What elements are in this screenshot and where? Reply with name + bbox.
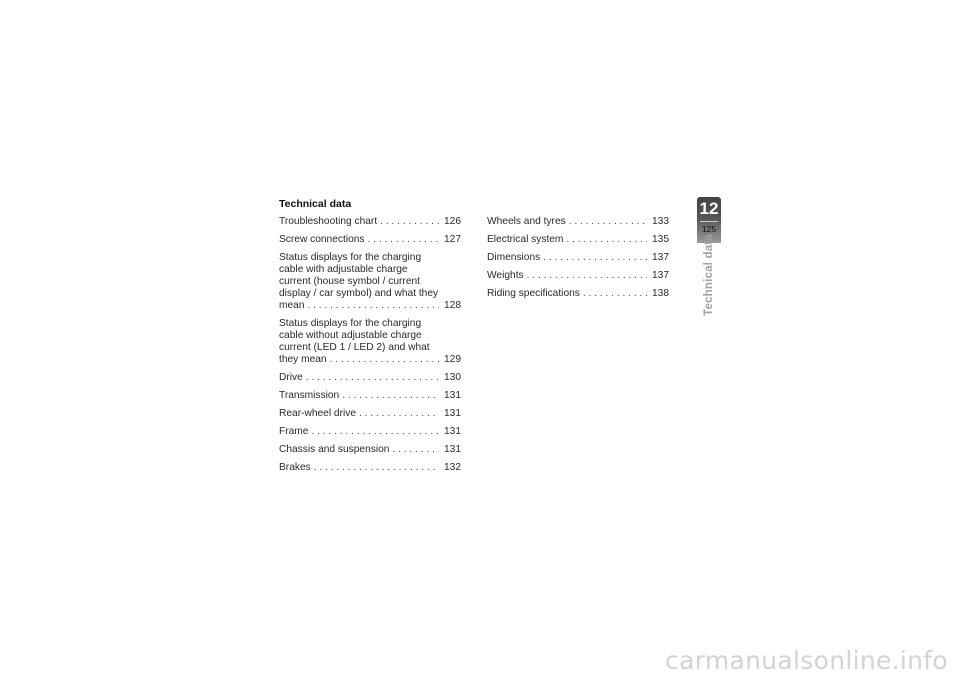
toc-entry-page: 137 <box>652 252 669 263</box>
toc-entry-title-line: current (house symbol / current <box>279 276 420 287</box>
toc-entry-page: 131 <box>444 408 461 419</box>
toc-entry[interactable] <box>279 408 461 420</box>
toc-entry[interactable] <box>279 252 461 312</box>
toc-entry-title-line: Chassis and suspension <box>279 444 390 455</box>
page-number: 125 <box>701 224 717 234</box>
chapter-number: 12 <box>699 199 719 218</box>
toc-entry-page: 138 <box>652 288 669 299</box>
toc-entry-page: 131 <box>444 426 461 437</box>
toc-entry-page: 129 <box>444 354 461 365</box>
dot-leader <box>368 234 439 246</box>
dot-leader <box>314 462 439 474</box>
toc-entry-title-line: Rear-wheel drive <box>279 408 357 419</box>
toc-entry-page: 128 <box>444 300 461 311</box>
toc-entry-title-line: Electrical system <box>487 234 564 245</box>
toc-entry[interactable] <box>279 234 461 246</box>
toc-entry[interactable] <box>279 318 461 366</box>
dot-leader <box>543 252 647 264</box>
toc-entry-page: 130 <box>444 372 461 383</box>
toc-entry-title-line: Screw connections <box>279 234 365 245</box>
chapter-tab-divider <box>700 221 718 222</box>
dot-leader <box>569 216 647 228</box>
toc-entry-title-line: Wheels and tyres <box>487 216 566 227</box>
toc-entry[interactable] <box>487 234 669 246</box>
toc-entry[interactable] <box>487 270 669 282</box>
dot-leader <box>306 372 439 384</box>
toc-entry-title-line: they mean <box>279 354 327 365</box>
toc-entry-title-line: Frame <box>279 426 309 437</box>
toc-entry[interactable] <box>279 390 461 402</box>
toc-entry-title-line: mean <box>279 300 305 311</box>
dot-leader <box>330 354 439 366</box>
toc-entry[interactable] <box>279 216 461 228</box>
toc-entry[interactable] <box>487 216 669 228</box>
toc-entry-title-line: display / car symbol) and what they <box>279 288 439 299</box>
toc-entry[interactable] <box>279 462 461 474</box>
toc-entry-page: 132 <box>444 462 461 473</box>
toc-entry-title-line: Drive <box>279 372 303 383</box>
toc-entry-title-line: Brakes <box>279 462 311 473</box>
dot-leader <box>342 390 439 402</box>
dot-leader <box>359 408 439 420</box>
toc-entry-title-line: current (LED 1 / LED 2) and what <box>279 342 430 353</box>
toc-entry-page: 131 <box>444 444 461 455</box>
toc-entry[interactable] <box>279 444 461 456</box>
watermark: carmanualsonline.info <box>665 646 948 675</box>
toc-entry-title-line: Troubleshooting chart <box>279 216 378 227</box>
dot-leader <box>380 216 439 228</box>
toc-entry[interactable] <box>279 426 461 438</box>
toc-entry[interactable] <box>279 372 461 384</box>
toc-entry-page: 126 <box>444 216 461 227</box>
toc-entry-title-line: cable with adjustable charge <box>279 264 408 275</box>
toc-entry-page: 127 <box>444 234 461 245</box>
dot-leader <box>392 444 439 456</box>
toc-entry-page: 131 <box>444 390 461 401</box>
dot-leader <box>307 300 439 312</box>
toc-entry-title-line: Transmission <box>279 390 340 401</box>
toc-entry[interactable] <box>487 288 669 300</box>
toc-entry-title-line: Dimensions <box>487 252 541 263</box>
dot-leader <box>311 426 439 438</box>
toc-left-column <box>279 216 461 480</box>
toc-entry-title-line: Riding specifications <box>487 288 580 299</box>
dot-leader <box>583 288 647 300</box>
toc-entry-page: 137 <box>652 270 669 281</box>
toc-entry-title-line: Weights <box>487 270 524 281</box>
dot-leader <box>566 234 647 246</box>
toc-entry[interactable] <box>487 252 669 264</box>
toc-right-column <box>487 216 669 306</box>
toc-entry-title-line: Status displays for the charging <box>279 252 422 263</box>
toc-entry-page: 135 <box>652 234 669 245</box>
toc-entry-page: 133 <box>652 216 669 227</box>
toc-entry-title-line: Status displays for the charging <box>279 318 422 329</box>
dot-leader <box>527 270 647 282</box>
chapter-side-title: Technical data <box>703 234 715 316</box>
section-heading: Technical data <box>279 198 352 210</box>
toc-entry-title-line: cable without adjustable charge <box>279 330 422 341</box>
